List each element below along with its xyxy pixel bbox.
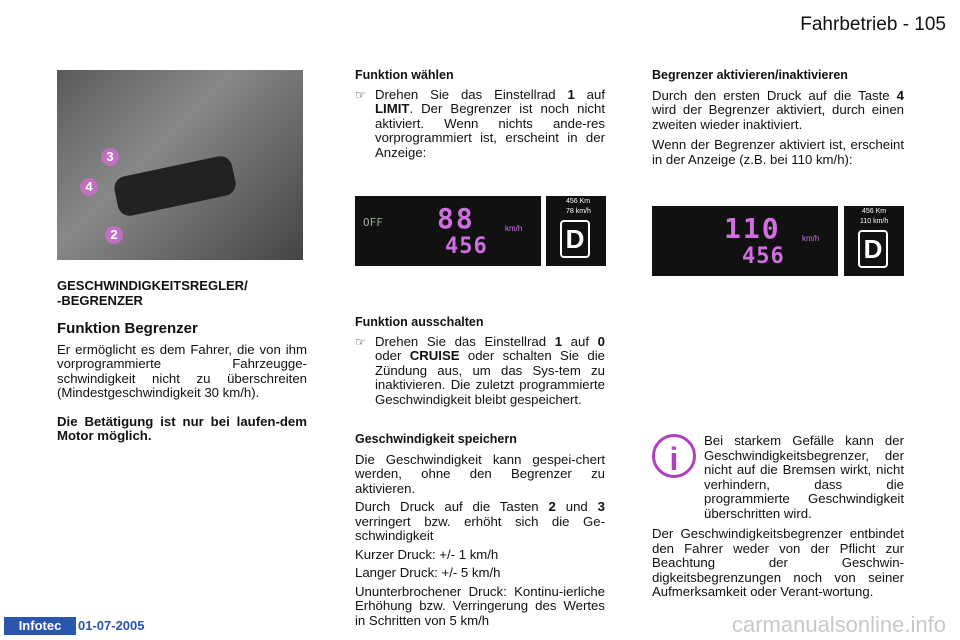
photo-label-3: 3	[101, 148, 119, 166]
info-paragraph-2: Der Geschwindigkeitsbegrenzer entbindet den Fahrer weder von der Pflicht zur Beachtung der Geschwin-digkeitsbegrenzungen noch von seiner Aufmerksamkeit oder Verant-wortung.	[652, 526, 904, 599]
pointing-hand-icon: ☞	[355, 334, 366, 349]
text: und	[565, 499, 588, 514]
section-title-store: Geschwindigkeit speichern	[355, 432, 517, 446]
pointing-hand-icon: ☞	[355, 87, 366, 102]
instrument-display-1	[355, 196, 541, 266]
display-odometer: 456	[445, 234, 488, 259]
text: Durch den ersten Druck auf die Taste	[652, 87, 890, 103]
display-odometer: 456	[742, 244, 785, 269]
display-unit: km/h	[802, 234, 820, 243]
info-box	[652, 434, 904, 600]
middle-section-3	[355, 432, 605, 628]
photo-label-2: 2	[105, 226, 123, 244]
gear-display-1	[546, 196, 606, 266]
bullet-select	[355, 88, 605, 161]
intro-paragraph: Er ermöglicht es dem Fahrer, die von ihm vorprogrammierte Fahrzeugge-schwindigkeit nicht zu überschreiten (Mindestgeschwindigkeit 30 km/h).	[57, 341, 307, 400]
subheading: Funktion Begrenzer	[57, 320, 198, 337]
text-bold: 1	[554, 333, 563, 349]
section-title-off: Funktion ausschalten	[355, 315, 484, 329]
text: auf	[570, 333, 590, 349]
paragraph-keys	[355, 500, 605, 544]
text-bold: 4	[896, 87, 904, 103]
steering-stalk-photo	[57, 70, 303, 260]
text: oder schalten Sie die Zündung aus, um das Sys-tem zu inaktivieren. Die zuletzt programmierte Geschwindigkeit bleibt gespeichert.	[375, 348, 606, 407]
text: Drehen Sie das Einstellrad	[375, 86, 556, 102]
section-heading: GESCHWINDIGKEITSREGLER/	[57, 278, 248, 293]
note-paragraph: Die Betätigung ist nur bei laufen-dem Motor möglich.	[57, 413, 307, 443]
text: . Der Begrenzer ist noch nicht aktiviert. Wenn nichts ande-res vorprogrammiert ist, erscheint in der Anzeige:	[375, 101, 605, 160]
section-title-select: Funktion wählen	[355, 68, 454, 82]
section-title-activate: Begrenzer aktivieren/inaktivieren	[652, 68, 848, 82]
text-bold: LIMIT	[375, 101, 410, 116]
gear-display-top: 456 Km	[566, 198, 591, 205]
info-icon: i	[652, 434, 696, 478]
text-bold: 1	[567, 86, 575, 102]
right-section-1	[652, 68, 904, 167]
display-unit: km/h	[505, 224, 523, 233]
display-off-label: OFF	[363, 216, 383, 229]
display-speed: 110	[724, 212, 781, 245]
paragraph: Kurzer Druck: +/- 1 km/h	[355, 546, 499, 562]
gear-display-sub: 110 km/h	[860, 218, 889, 225]
infotec-logo: Infotec	[4, 617, 76, 635]
gear-display-sub: 78 km/h	[566, 208, 591, 215]
text: oder	[375, 348, 402, 363]
gear-display-top: 456 Km	[862, 208, 887, 215]
bullet-off	[355, 335, 605, 408]
text: auf	[586, 86, 606, 102]
gear-indicator: D	[858, 230, 888, 268]
text: wird der Begrenzer aktiviert, durch einen zweiten wieder inaktiviert.	[652, 102, 904, 132]
middle-section-1	[355, 68, 605, 160]
gear-display-2	[844, 206, 904, 276]
stalk-shape	[112, 154, 238, 218]
page-header: Fahrbetrieb - 105	[800, 14, 946, 35]
text: verringert bzw. erhöht sich die Ge-schwindigkeit	[355, 513, 605, 543]
footer-date: 01-07-2005	[78, 618, 145, 633]
info-paragraph-1: Bei starkem Gefälle kann der Geschwindigkeitsbegrenzer, der nicht auf die Bremsen wirkt, nicht verhindern, dass die programmierte Geschwindigkeit überschritten wird.	[704, 433, 904, 521]
paragraph: Die Geschwindigkeit kann gespei-chert werden, ohne den Begrenzer zu aktivieren.	[355, 451, 605, 496]
paragraph: Ununterbrochener Druck: Kontinu-ierliche Erhöhung bzw. Verringerung des Wertes in Schritten von 5 km/h	[355, 583, 605, 628]
photo-label-4: 4	[80, 178, 98, 196]
text-bold: 0	[597, 333, 605, 349]
section-heading-cont: -BEGRENZER	[57, 293, 143, 308]
paragraph-activate	[652, 89, 904, 133]
text-bold: 3	[597, 499, 605, 514]
text: Durch Druck auf die Tasten	[355, 499, 539, 514]
instrument-display-2	[652, 206, 838, 276]
text: Drehen Sie das Einstellrad	[375, 333, 547, 349]
middle-section-2	[355, 315, 605, 407]
paragraph: Langer Druck: +/- 5 km/h	[355, 565, 501, 580]
left-column	[57, 278, 307, 444]
paragraph: Wenn der Begrenzer aktiviert ist, erscheint in der Anzeige (z.B. bei 110 km/h):	[652, 137, 904, 167]
gear-indicator: D	[560, 220, 590, 258]
text-bold: 2	[548, 499, 556, 514]
text-bold: CRUISE	[409, 348, 460, 363]
display-speed: 88	[437, 202, 475, 235]
watermark: carmanualsonline.info	[731, 612, 946, 637]
